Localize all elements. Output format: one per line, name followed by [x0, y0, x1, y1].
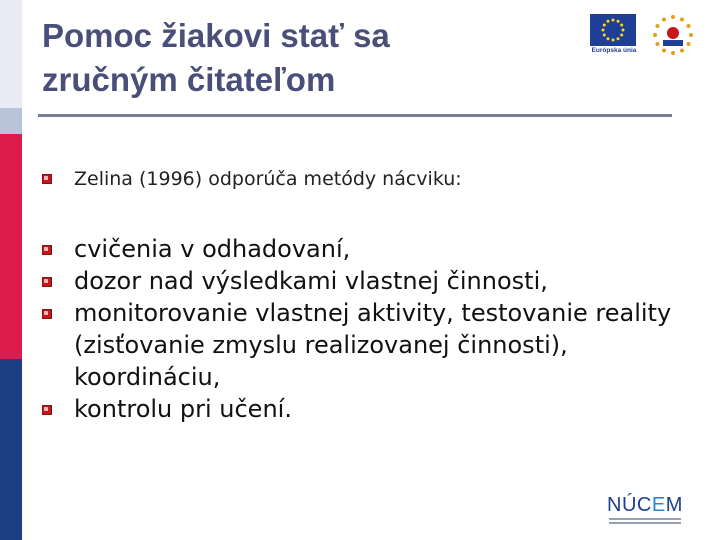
eu-stars-icon	[590, 14, 636, 46]
list-item	[42, 265, 682, 297]
list-item-intro	[42, 162, 682, 196]
slide-title	[42, 14, 562, 102]
square-bullet-icon	[42, 277, 52, 287]
eu-flag-icon	[590, 14, 636, 46]
edge-segment-blue	[0, 359, 22, 540]
nucem-wordmark-part: NÚC	[607, 494, 652, 516]
intro-text: Zelina (1996) odporúča metódy nácviku:	[74, 168, 462, 190]
nucem-wordmark-accent: E	[651, 494, 666, 516]
title-line-1: Pomoc žiakovi stať sa	[42, 17, 390, 54]
title-divider	[38, 114, 672, 117]
list-item-text: cvičenia v odhadovaní,	[74, 235, 351, 263]
nucem-wordmark	[607, 494, 683, 516]
subtitle-line	[609, 518, 681, 520]
list-item-text: kontrolu pri učení.	[74, 395, 292, 423]
nucem-subtitle-lines	[609, 518, 681, 526]
list-item-text: monitorovanie vlastnej aktivity, testovanie reality (zisťovanie zmyslu realizovanej činnosti), koordináciu,	[74, 299, 672, 391]
left-decorative-bar	[0, 0, 22, 540]
edge-segment-light	[0, 0, 22, 108]
list-item	[42, 393, 682, 425]
list-item	[42, 233, 682, 265]
square-bullet-icon	[42, 309, 52, 319]
title-line-2: zručným čitateľom	[42, 61, 336, 98]
esf-emblem-icon	[652, 14, 694, 58]
nucem-logo	[607, 494, 687, 530]
edge-segment-red	[0, 134, 22, 359]
content-list	[42, 162, 682, 425]
list-item-text: dozor nad výsledkami vlastnej činnosti,	[74, 267, 548, 295]
edge-segment-lavender	[0, 108, 22, 134]
eu-caption: Európska únia	[591, 47, 637, 54]
subtitle-line	[609, 522, 681, 524]
nucem-wordmark-part: M	[665, 494, 683, 516]
square-bullet-icon	[42, 405, 52, 415]
square-bullet-icon	[42, 174, 52, 184]
list-item	[42, 297, 682, 393]
logo-group	[590, 14, 702, 62]
spacer	[42, 196, 682, 233]
square-bullet-icon	[42, 245, 52, 255]
